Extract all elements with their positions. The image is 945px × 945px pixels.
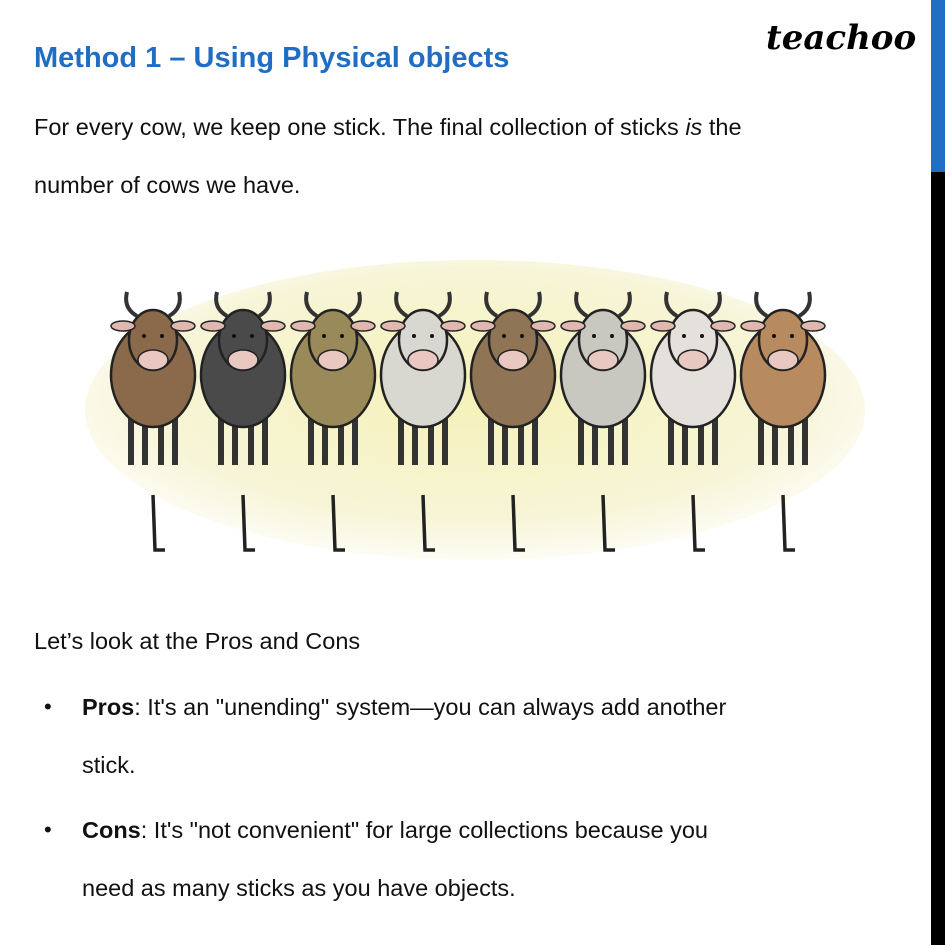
intro-line-2: number of cows we have. — [34, 172, 301, 198]
background-wash — [85, 260, 865, 560]
cows-and-sticks-illustration — [85, 240, 865, 570]
cons-text: : It's "not convenient" for large collections because you — [140, 817, 708, 843]
pros-item — [82, 694, 726, 721]
right-scrollbar[interactable] — [931, 0, 945, 945]
teachoo-logo: teachoo — [766, 18, 917, 58]
pros-label: Pros — [82, 694, 135, 720]
pros-text: : It's an "unending" system—you can always add another — [134, 694, 727, 720]
cons-label: Cons — [82, 817, 141, 843]
scrollbar-thumb[interactable] — [931, 0, 945, 172]
intro-emphasis: is — [685, 114, 703, 140]
stick — [783, 495, 795, 550]
stick — [153, 495, 165, 550]
cons-item-cont: need as many sticks as you have objects. — [82, 875, 516, 901]
intro-text-end: the — [702, 114, 742, 140]
bullet-dot: • — [44, 694, 52, 719]
bullet-dot: • — [44, 817, 52, 842]
pros-item-cont: stick. — [82, 752, 136, 778]
intro-text: For every cow, we keep one stick. The final collection of sticks — [34, 114, 686, 140]
cons-item — [82, 817, 708, 844]
pros-cons-heading: Let’s look at the Pros and Cons — [34, 628, 361, 654]
intro-line-1 — [34, 114, 742, 141]
page-title: Method 1 – Using Physical objects — [34, 42, 510, 74]
